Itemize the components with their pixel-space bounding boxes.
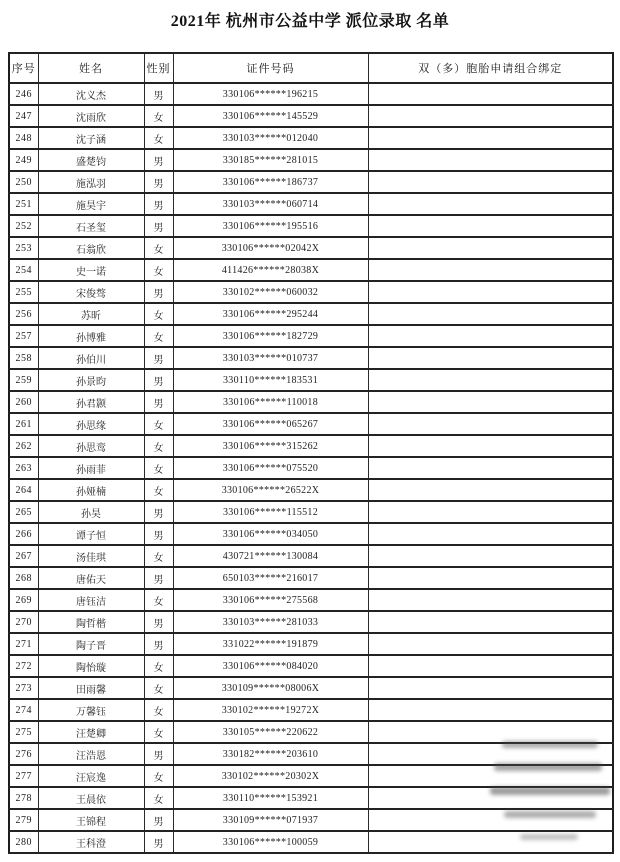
cell-student-name: 孙娅楠 (38, 479, 144, 501)
cell-gender: 女 (144, 127, 173, 149)
cell-serial-number: 270 (9, 611, 38, 633)
table-row (9, 281, 613, 303)
cell-twin-binding (368, 391, 613, 413)
cell-id-number: 330106******275568 (173, 589, 368, 611)
cell-twin-binding (368, 743, 613, 765)
cell-gender: 女 (144, 765, 173, 787)
cell-serial-number: 259 (9, 369, 38, 391)
table-row (9, 149, 613, 171)
cell-id-number: 330106******145529 (173, 105, 368, 127)
cell-gender: 男 (144, 171, 173, 193)
cell-twin-binding (368, 193, 613, 215)
cell-student-name: 孙景昀 (38, 369, 144, 391)
cell-student-name: 谭子恒 (38, 523, 144, 545)
cell-serial-number: 263 (9, 457, 38, 479)
table-row (9, 567, 613, 589)
table-row (9, 743, 613, 765)
cell-twin-binding (368, 303, 613, 325)
cell-serial-number: 254 (9, 259, 38, 281)
cell-student-name: 宋俊骜 (38, 281, 144, 303)
cell-id-number: 330102******20302X (173, 765, 368, 787)
cell-gender: 男 (144, 809, 173, 831)
cell-twin-binding (368, 83, 613, 105)
table-header (9, 53, 613, 83)
cell-gender: 男 (144, 83, 173, 105)
cell-student-name: 汪浩恩 (38, 743, 144, 765)
cell-gender: 男 (144, 633, 173, 655)
cell-gender: 男 (144, 391, 173, 413)
cell-id-number: 330106******084020 (173, 655, 368, 677)
cell-twin-binding (368, 281, 613, 303)
table-row (9, 127, 613, 149)
cell-gender: 女 (144, 699, 173, 721)
cell-id-number: 330109******071937 (173, 809, 368, 831)
cell-student-name: 汪楚卿 (38, 721, 144, 743)
table-body (9, 83, 613, 853)
cell-id-number: 330110******153921 (173, 787, 368, 809)
cell-serial-number: 279 (9, 809, 38, 831)
cell-id-number: 330102******19272X (173, 699, 368, 721)
cell-serial-number: 277 (9, 765, 38, 787)
cell-id-number: 330103******281033 (173, 611, 368, 633)
cell-twin-binding (368, 501, 613, 523)
table-row (9, 369, 613, 391)
cell-student-name: 沈义杰 (38, 83, 144, 105)
cell-twin-binding (368, 215, 613, 237)
table-row (9, 633, 613, 655)
cell-serial-number: 267 (9, 545, 38, 567)
cell-student-name: 施泓羽 (38, 171, 144, 193)
cell-twin-binding (368, 413, 613, 435)
table-row (9, 765, 613, 787)
cell-student-name: 王科澄 (38, 831, 144, 853)
cell-student-name: 孙君颢 (38, 391, 144, 413)
cell-student-name: 孙思缘 (38, 413, 144, 435)
table-row (9, 435, 613, 457)
cell-id-number: 330106******182729 (173, 325, 368, 347)
cell-id-number: 411426******28038X (173, 259, 368, 281)
cell-gender: 男 (144, 347, 173, 369)
cell-gender: 男 (144, 523, 173, 545)
cell-gender: 男 (144, 149, 173, 171)
cell-id-number: 330103******012040 (173, 127, 368, 149)
cell-id-number: 330106******196215 (173, 83, 368, 105)
cell-student-name: 汪宸逸 (38, 765, 144, 787)
cell-serial-number: 256 (9, 303, 38, 325)
cell-student-name: 孙雨菲 (38, 457, 144, 479)
cell-serial-number: 265 (9, 501, 38, 523)
cell-twin-binding (368, 721, 613, 743)
cell-serial-number: 249 (9, 149, 38, 171)
cell-student-name: 石圣玺 (38, 215, 144, 237)
cell-id-number: 330109******08006X (173, 677, 368, 699)
cell-id-number: 331022******191879 (173, 633, 368, 655)
cell-gender: 女 (144, 545, 173, 567)
cell-twin-binding (368, 765, 613, 787)
cell-twin-binding (368, 611, 613, 633)
cell-student-name: 王晨依 (38, 787, 144, 809)
cell-id-number: 330110******183531 (173, 369, 368, 391)
cell-id-number: 330106******295244 (173, 303, 368, 325)
cell-gender: 女 (144, 325, 173, 347)
cell-student-name: 万馨钰 (38, 699, 144, 721)
cell-twin-binding (368, 809, 613, 831)
cell-serial-number: 247 (9, 105, 38, 127)
cell-gender: 男 (144, 215, 173, 237)
cell-serial-number: 253 (9, 237, 38, 259)
cell-gender: 男 (144, 831, 173, 853)
column-header-no: 序号 (9, 53, 38, 83)
cell-student-name: 孙昊 (38, 501, 144, 523)
cell-serial-number: 260 (9, 391, 38, 413)
table-row (9, 325, 613, 347)
cell-id-number: 330106******115512 (173, 501, 368, 523)
cell-serial-number: 251 (9, 193, 38, 215)
column-header-twin-binding: 双（多）胞胎申请组合绑定 (368, 53, 613, 83)
table-row (9, 611, 613, 633)
cell-student-name: 沈雨欣 (38, 105, 144, 127)
cell-student-name: 唐佑天 (38, 567, 144, 589)
cell-gender: 女 (144, 259, 173, 281)
cell-twin-binding (368, 523, 613, 545)
table-row (9, 787, 613, 809)
table-row (9, 105, 613, 127)
cell-gender: 男 (144, 369, 173, 391)
cell-serial-number: 271 (9, 633, 38, 655)
cell-id-number: 330106******034050 (173, 523, 368, 545)
cell-id-number: 330105******220622 (173, 721, 368, 743)
table-row (9, 699, 613, 721)
cell-id-number: 330182******203610 (173, 743, 368, 765)
cell-student-name: 陶子晋 (38, 633, 144, 655)
cell-gender: 男 (144, 501, 173, 523)
cell-serial-number: 274 (9, 699, 38, 721)
table-row (9, 347, 613, 369)
cell-twin-binding (368, 259, 613, 281)
cell-id-number: 330106******195516 (173, 215, 368, 237)
cell-serial-number: 250 (9, 171, 38, 193)
cell-student-name: 汤佳琪 (38, 545, 144, 567)
cell-id-number: 330106******02042X (173, 237, 368, 259)
cell-gender: 女 (144, 435, 173, 457)
table-row (9, 171, 613, 193)
cell-id-number: 330102******060032 (173, 281, 368, 303)
table-row (9, 721, 613, 743)
cell-gender: 女 (144, 677, 173, 699)
cell-twin-binding (368, 567, 613, 589)
cell-student-name: 施昊宇 (38, 193, 144, 215)
cell-gender: 男 (144, 281, 173, 303)
cell-student-name: 陶哲楷 (38, 611, 144, 633)
cell-twin-binding (368, 787, 613, 809)
cell-serial-number: 252 (9, 215, 38, 237)
cell-serial-number: 272 (9, 655, 38, 677)
cell-serial-number: 280 (9, 831, 38, 853)
cell-serial-number: 266 (9, 523, 38, 545)
column-header-id-number: 证件号码 (173, 53, 368, 83)
table-row (9, 479, 613, 501)
cell-twin-binding (368, 699, 613, 721)
page-title: 2021年 杭州市公益中学 派位录取 名单 (170, 13, 450, 30)
cell-twin-binding (368, 105, 613, 127)
cell-student-name: 孙伯川 (38, 347, 144, 369)
cell-id-number: 330103******010737 (173, 347, 368, 369)
column-header-gender: 性别 (144, 53, 173, 83)
cell-student-name: 王锦程 (38, 809, 144, 831)
cell-serial-number: 276 (9, 743, 38, 765)
cell-serial-number: 248 (9, 127, 38, 149)
table-row (9, 677, 613, 699)
cell-gender: 女 (144, 787, 173, 809)
cell-twin-binding (368, 545, 613, 567)
cell-gender: 女 (144, 655, 173, 677)
cell-student-name: 史一诺 (38, 259, 144, 281)
table-row (9, 83, 613, 105)
cell-id-number: 330106******315262 (173, 435, 368, 457)
table-row (9, 413, 613, 435)
cell-gender: 男 (144, 193, 173, 215)
cell-serial-number: 258 (9, 347, 38, 369)
cell-twin-binding (368, 369, 613, 391)
cell-twin-binding (368, 237, 613, 259)
cell-serial-number: 268 (9, 567, 38, 589)
cell-id-number: 430721******130084 (173, 545, 368, 567)
cell-twin-binding (368, 677, 613, 699)
cell-twin-binding (368, 347, 613, 369)
cell-id-number: 330106******075520 (173, 457, 368, 479)
table-row (9, 501, 613, 523)
cell-twin-binding (368, 589, 613, 611)
cell-gender: 男 (144, 743, 173, 765)
header-row (9, 53, 613, 83)
table-row (9, 259, 613, 281)
cell-gender: 男 (144, 611, 173, 633)
column-header-name: 姓名 (38, 53, 144, 83)
cell-student-name: 孙博雅 (38, 325, 144, 347)
table-row (9, 545, 613, 567)
table-row (9, 523, 613, 545)
table-row (9, 237, 613, 259)
cell-twin-binding (368, 457, 613, 479)
cell-gender: 女 (144, 413, 173, 435)
table-row (9, 215, 613, 237)
table-row (9, 589, 613, 611)
cell-gender: 女 (144, 303, 173, 325)
cell-serial-number: 255 (9, 281, 38, 303)
table-row (9, 655, 613, 677)
cell-id-number: 330106******100059 (173, 831, 368, 853)
cell-twin-binding (368, 171, 613, 193)
cell-id-number: 650103******216017 (173, 567, 368, 589)
cell-student-name: 田雨馨 (38, 677, 144, 699)
cell-id-number: 330103******060714 (173, 193, 368, 215)
table-row (9, 831, 613, 853)
cell-id-number: 330185******281015 (173, 149, 368, 171)
cell-student-name: 盛楚钧 (38, 149, 144, 171)
cell-id-number: 330106******110018 (173, 391, 368, 413)
cell-serial-number: 261 (9, 413, 38, 435)
table-row (9, 809, 613, 831)
cell-twin-binding (368, 149, 613, 171)
table-row (9, 303, 613, 325)
cell-serial-number: 273 (9, 677, 38, 699)
cell-twin-binding (368, 831, 613, 853)
cell-id-number: 330106******065267 (173, 413, 368, 435)
cell-gender: 女 (144, 479, 173, 501)
cell-twin-binding (368, 479, 613, 501)
cell-student-name: 孙思鸾 (38, 435, 144, 457)
cell-student-name: 苏昕 (38, 303, 144, 325)
cell-serial-number: 246 (9, 83, 38, 105)
cell-id-number: 330106******26522X (173, 479, 368, 501)
cell-gender: 女 (144, 105, 173, 127)
cell-student-name: 沈子涵 (38, 127, 144, 149)
cell-gender: 女 (144, 589, 173, 611)
cell-serial-number: 278 (9, 787, 38, 809)
cell-serial-number: 257 (9, 325, 38, 347)
cell-twin-binding (368, 127, 613, 149)
cell-serial-number: 275 (9, 721, 38, 743)
cell-gender: 女 (144, 721, 173, 743)
table-row (9, 391, 613, 413)
table-row (9, 193, 613, 215)
cell-gender: 女 (144, 457, 173, 479)
cell-serial-number: 264 (9, 479, 38, 501)
cell-gender: 女 (144, 237, 173, 259)
cell-gender: 男 (144, 567, 173, 589)
cell-twin-binding (368, 325, 613, 347)
cell-twin-binding (368, 655, 613, 677)
table-row (9, 457, 613, 479)
cell-id-number: 330106******186737 (173, 171, 368, 193)
cell-serial-number: 262 (9, 435, 38, 457)
admission-table (8, 52, 614, 854)
cell-twin-binding (368, 435, 613, 457)
cell-student-name: 陶怡璇 (38, 655, 144, 677)
cell-serial-number: 269 (9, 589, 38, 611)
cell-twin-binding (368, 633, 613, 655)
cell-student-name: 石翁欣 (38, 237, 144, 259)
cell-student-name: 唐钰洁 (38, 589, 144, 611)
